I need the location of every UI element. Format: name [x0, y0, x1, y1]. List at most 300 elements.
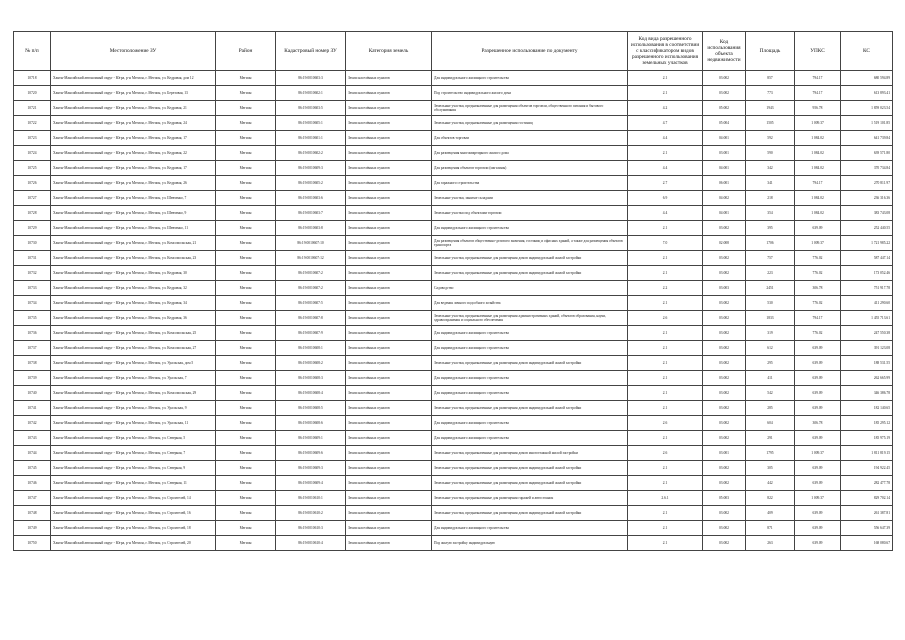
cell-code: 7.0 [628, 236, 703, 251]
cell-area: 305 [746, 461, 795, 476]
cell-location: Ханты-Мансийский автономный округ - Югра, р-н Мегион, г. Мегион, ул. Кедровая, 34 [51, 296, 216, 311]
cell-ks: 270 811.97 [841, 176, 893, 191]
cell-code-secondary: 03:002 [703, 296, 746, 311]
cell-area: 223 [746, 266, 795, 281]
table-row [14, 131, 893, 146]
cell-location: Ханты-Мансийский автономный округ - Югра, р-н Мегион, г. Мегион, ул. Уральская, дом 5 [51, 356, 216, 371]
cell-permitted-use: Земельные участки, предназначенные для размещения домов индивидуальной жилой застройки [432, 506, 628, 521]
cell-area: 291 [746, 431, 795, 446]
header-category: Категория земель [346, 32, 432, 71]
cell-upks: 639.09 [795, 386, 841, 401]
cell-upks: 776.02 [795, 251, 841, 266]
cell-ks: 587 447.14 [841, 251, 893, 266]
cell-permitted-use: Под жилую застройку индивидуальную [432, 536, 628, 551]
cell-num: 10720 [14, 86, 51, 101]
table-row [14, 221, 893, 236]
cell-permitted-use: Для размещения объектов общественно-делового значения, гостиниц и офисных зданий, а также для размещения объектов транспорта [432, 236, 628, 251]
cell-code: 2.1 [628, 326, 703, 341]
cell-code: 6.9 [628, 191, 703, 206]
cell-upks: 639.09 [795, 521, 841, 536]
cell-upks: 1 009.37 [795, 116, 841, 131]
cell-ks: 641 739.84 [841, 131, 893, 146]
cell-ks: 185 975.19 [841, 431, 893, 446]
cell-upks: 794.17 [795, 71, 841, 86]
cell-ks: 185 295.12 [841, 416, 893, 431]
cell-category: Земли населённых пунктов [346, 506, 432, 521]
cell-code: 2.1 [628, 296, 703, 311]
cell-ks: 370 734.84 [841, 161, 893, 176]
cell-permitted-use: Земельные участки, предназначенные для размещения домов индивидуальной жилой застройки [432, 266, 628, 281]
cell-permitted-use: Земельные участки, занятые складами [432, 191, 628, 206]
cell-permitted-use: Земельные участки, предназначенные для размещения домов индивидуальной жилой застройки [432, 401, 628, 416]
cell-ks: 173 052.46 [841, 266, 893, 281]
cell-cadastral: 86:19:0010603:6 [276, 191, 346, 206]
cell-cadastral: 86:19:0010608:2 [276, 356, 346, 371]
cell-permitted-use: Земельные участки, предназначенные для размещения домов индивидуальной жилой застройки [432, 356, 628, 371]
cell-upks: 776.02 [795, 266, 841, 281]
table-header-row [14, 32, 893, 71]
cell-num: 10733 [14, 281, 51, 296]
cell-cadastral: 86:19:0010608:5 [276, 401, 346, 416]
cell-upks: 639.09 [795, 506, 841, 521]
cell-permitted-use: Земельные участки, предназначенные для размещения домов индивидуальной жилой застройки [432, 251, 628, 266]
cell-region: Мегион [216, 206, 276, 221]
cell-permitted-use: Для индивидуального жилищного строительства [432, 326, 628, 341]
cell-category: Земли населённых пунктов [346, 341, 432, 356]
cell-cadastral: 86:19:0010608:3 [276, 371, 346, 386]
cell-category: Земли населённых пунктов [346, 191, 432, 206]
cell-area: 612 [746, 341, 795, 356]
cell-upks: 639.09 [795, 536, 841, 551]
cell-code-secondary: 03:002 [703, 521, 746, 536]
table-row [14, 446, 893, 461]
cell-code: 2.1 [628, 356, 703, 371]
header-ks: КС [841, 32, 893, 71]
cell-upks: 794.17 [795, 311, 841, 326]
cell-num: 10736 [14, 326, 51, 341]
cell-ks: 182 140.65 [841, 401, 893, 416]
cell-upks: 1 084.02 [795, 206, 841, 221]
cell-ks: 751 917.78 [841, 281, 893, 296]
table-row [14, 341, 893, 356]
cell-cadastral: 86:19:0010609:3 [276, 161, 346, 176]
cell-permitted-use: Для объектов торговли [432, 131, 628, 146]
table-row [14, 476, 893, 491]
cell-cadastral: 86:19:0010605:2 [276, 176, 346, 191]
table-row [14, 521, 893, 536]
cell-region: Мегион [216, 116, 276, 131]
cell-permitted-use: Для индивидуального жилищного строительства [432, 416, 628, 431]
cell-region: Мегион [216, 176, 276, 191]
cell-category: Земли населённых пунктов [346, 296, 432, 311]
cell-category: Земли населённых пунктов [346, 206, 432, 221]
cell-location: Ханты-Мансийский автономный округ - Югра, р-н Мегион, г. Мегион, ул. Кедровая, 24 [51, 116, 216, 131]
cell-cadastral: 86:19:0010607:2 [276, 266, 346, 281]
cell-upks: 776.02 [795, 296, 841, 311]
cell-permitted-use: Земельные участки, предназначенные для размещения объектов торговли, общественного питания и бытового обслуживания [432, 101, 628, 116]
cell-code-secondary: 03:002 [703, 326, 746, 341]
cell-upks: 639.09 [795, 356, 841, 371]
cell-category: Земли населённых пунктов [346, 446, 432, 461]
cell-ks: 236 316.36 [841, 191, 893, 206]
cell-ks: 194 922.45 [841, 461, 893, 476]
cell-region: Мегион [216, 281, 276, 296]
header-code: Код вида разрешенного использования в соответствии с классификатором видов разрешенного использования земельных участков [628, 32, 703, 71]
cell-category: Земли населённых пунктов [346, 251, 432, 266]
cell-num: 10740 [14, 386, 51, 401]
table-row [14, 416, 893, 431]
cell-upks: 306.78 [795, 416, 841, 431]
cell-code-secondary: 04:001 [703, 131, 746, 146]
cell-region: Мегион [216, 491, 276, 506]
cell-permitted-use: Для индивидуального жилищного строительства [432, 341, 628, 356]
cell-area: 1833 [746, 311, 795, 326]
cell-permitted-use: Земельные участки, предназначенные для размещения административных зданий, объектов образования, науки, здравоохранения и социального обеспечения [432, 311, 628, 326]
cell-code-secondary: 04:001 [703, 206, 746, 221]
cell-location: Ханты-Мансийский автономный округ - Югра, р-н Мегион, г. Мегион, ул. Комсомольская, 23 [51, 251, 216, 266]
cell-region: Мегион [216, 251, 276, 266]
table-row [14, 506, 893, 521]
cell-num: 10750 [14, 536, 51, 551]
cell-code: 4.7 [628, 116, 703, 131]
cell-category: Земли населённых пунктов [346, 401, 432, 416]
cell-region: Мегион [216, 386, 276, 401]
cell-location: Ханты-Мансийский автономный округ - Югра, р-н Мегион, г. Мегион, ул. Шевченко, 9 [51, 206, 216, 221]
cell-num: 10746 [14, 476, 51, 491]
cell-code: 4.4 [628, 161, 703, 176]
cell-upks: 794.17 [795, 176, 841, 191]
cell-num: 10723 [14, 131, 51, 146]
cell-permitted-use: Земельные участки, предназначенные для размещения гаражей и автостоянок [432, 491, 628, 506]
cell-permitted-use: Для индивидуального жилищного строительства [432, 431, 628, 446]
cell-category: Земли населённых пунктов [346, 281, 432, 296]
cell-cadastral: 86:19:0010609:4 [276, 476, 346, 491]
cell-area: 1706 [746, 236, 795, 251]
cell-cadastral: 86:19:0010601:1 [276, 131, 346, 146]
cell-ks: 1 455 713.61 [841, 311, 893, 326]
cell-num: 10730 [14, 236, 51, 251]
cell-ks: 639 571.80 [841, 146, 893, 161]
cell-upks: 639.09 [795, 221, 841, 236]
cell-cadastral: 86:19:0010602:2 [276, 146, 346, 161]
table-row [14, 86, 893, 101]
cell-ks: 188 531.55 [841, 356, 893, 371]
cell-ks: 261 387.81 [841, 506, 893, 521]
cell-permitted-use: Земельные участки, предназначенные для размещения домов индивидуальной жилой застройки [432, 461, 628, 476]
table-row [14, 266, 893, 281]
cell-code-secondary: 03:002 [703, 536, 746, 551]
cell-num: 10721 [14, 101, 51, 116]
cell-num: 10745 [14, 461, 51, 476]
cell-upks: 1 084.02 [795, 146, 841, 161]
cell-upks: 1 084.02 [795, 131, 841, 146]
table-row [14, 296, 893, 311]
cell-code-secondary: 05:004 [703, 116, 746, 131]
cell-code-secondary: 03:002 [703, 86, 746, 101]
cell-permitted-use: Земельные участки, предназначенные для размещения домов многоэтажной жилой застройки [432, 446, 628, 461]
cell-area: 411 [746, 371, 795, 386]
cell-code: 2.1 [628, 71, 703, 86]
cell-region: Мегион [216, 71, 276, 86]
cell-cadastral: 86:19:0010603:8 [276, 221, 346, 236]
cell-area: 871 [746, 521, 795, 536]
cell-upks: 776.02 [795, 326, 841, 341]
cell-cadastral: 86:19:0010603:7 [276, 206, 346, 221]
cell-cadastral: 86:19:0010607:8 [276, 311, 346, 326]
cell-code-secondary: 02:008 [703, 236, 746, 251]
cell-region: Мегион [216, 146, 276, 161]
cell-num: 10749 [14, 521, 51, 536]
cell-location: Ханты-Мансийский автономный округ - Югра, р-н Мегион, г. Мегион, ул. Комсомольская, 25 [51, 326, 216, 341]
table-row [14, 251, 893, 266]
cell-code: 2.1 [628, 266, 703, 281]
cell-category: Земли населённых пунктов [346, 371, 432, 386]
cell-ks: 613 893.41 [841, 86, 893, 101]
cell-region: Мегион [216, 86, 276, 101]
cell-location: Ханты-Мансийский автономный округ - Югра, р-н Мегион, г. Мегион, ул. Северная, 9 [51, 461, 216, 476]
cell-num: 10741 [14, 401, 51, 416]
cell-num: 10742 [14, 416, 51, 431]
cell-code-secondary: 03:002 [703, 311, 746, 326]
cell-cadastral: 86:19:0010608:1 [276, 341, 346, 356]
table-row [14, 236, 893, 251]
cell-category: Земли населённых пунктов [346, 536, 432, 551]
cell-category: Земли населённых пунктов [346, 356, 432, 371]
cell-ks: 346 386.78 [841, 386, 893, 401]
cell-permitted-use: Под строительство индивидуального жилого дома [432, 86, 628, 101]
cell-ks: 411 290.60 [841, 296, 893, 311]
cell-ks: 252 440.55 [841, 221, 893, 236]
cell-code: 2.1 [628, 476, 703, 491]
cell-location: Ханты-Мансийский автономный округ - Югра, р-н Мегион, г. Мегион, ул. Комсомольская, 21 [51, 236, 216, 251]
cell-ks: 1 519 101.85 [841, 116, 893, 131]
cell-upks: 306.78 [795, 281, 841, 296]
cell-code: 2.1 [628, 341, 703, 356]
header-area: Площадь [746, 32, 795, 71]
cell-code-secondary: 03:002 [703, 386, 746, 401]
cell-region: Мегион [216, 191, 276, 206]
cell-area: 542 [746, 386, 795, 401]
cell-upks: 1 084.02 [795, 191, 841, 206]
cell-area: 757 [746, 251, 795, 266]
cell-region: Мегион [216, 401, 276, 416]
cell-num: 10718 [14, 71, 51, 86]
cell-region: Мегион [216, 356, 276, 371]
cell-code: 2.2 [628, 281, 703, 296]
cell-region: Мегион [216, 266, 276, 281]
cell-ks: 556 647.39 [841, 521, 893, 536]
cell-category: Земли населённых пунктов [346, 146, 432, 161]
cell-permitted-use: Для индивидуального жилищного строительства [432, 386, 628, 401]
cell-upks: 956.78 [795, 101, 841, 116]
cell-region: Мегион [216, 506, 276, 521]
cell-code: 2.1 [628, 536, 703, 551]
cell-cadastral: 86:19:0010607:10 [276, 236, 346, 251]
cell-code-secondary: 03:002 [703, 476, 746, 491]
cell-region: Мегион [216, 431, 276, 446]
cell-cadastral: 86:19:0010610:3 [276, 521, 346, 536]
cell-category: Земли населённых пунктов [346, 131, 432, 146]
cell-cadastral: 86:19:0010609:3 [276, 461, 346, 476]
cell-code-secondary: 03:002 [703, 356, 746, 371]
cell-permitted-use: Земельные участки под объектами торговли [432, 206, 628, 221]
cell-category: Земли населённых пунктов [346, 431, 432, 446]
cell-area: 285 [746, 401, 795, 416]
cell-cadastral: 86:19:0010610:1 [276, 491, 346, 506]
cell-region: Мегион [216, 326, 276, 341]
cell-code: 4.2 [628, 101, 703, 116]
cell-code: 4.4 [628, 206, 703, 221]
cell-cadastral: 86:19:0010605:1 [276, 116, 346, 131]
cell-region: Мегион [216, 536, 276, 551]
cell-area: 218 [746, 191, 795, 206]
cell-region: Мегион [216, 236, 276, 251]
cell-num: 10738 [14, 356, 51, 371]
table-row [14, 401, 893, 416]
cell-cadastral: 86:19:0010607:9 [276, 326, 346, 341]
cell-area: 857 [746, 71, 795, 86]
cell-location: Ханты-Мансийский автономный округ - Югра, р-н Мегион, г. Мегион, ул. Шевченко, 7 [51, 191, 216, 206]
cell-code: 2.1 [628, 221, 703, 236]
cell-region: Мегион [216, 371, 276, 386]
cell-location: Ханты-Мансийский автономный округ - Югра, р-н Мегион, г. Мегион, ул. Строителей, 18 [51, 521, 216, 536]
table-row [14, 206, 893, 221]
cell-region: Мегион [216, 296, 276, 311]
table-row [14, 386, 893, 401]
cell-location: Ханты-Мансийский автономный округ - Югра, р-н Мегион, г. Мегион, ул. Комсомольская, 29 [51, 386, 216, 401]
cell-category: Земли населённых пунктов [346, 236, 432, 251]
cell-permitted-use: Земельные участки, предназначенные для размещения гостиниц [432, 116, 628, 131]
table-row [14, 161, 893, 176]
cell-area: 342 [746, 161, 795, 176]
cell-cadastral: 86:19:0010603:3 [276, 71, 346, 86]
cell-location: Ханты-Мансийский автономный округ - Югра, р-н Мегион, г. Мегион, ул. Комсомольская, 27 [51, 341, 216, 356]
cell-category: Земли населённых пунктов [346, 161, 432, 176]
cell-num: 10748 [14, 506, 51, 521]
cell-num: 10726 [14, 176, 51, 191]
cell-ks: 1 811 819.15 [841, 446, 893, 461]
cell-area: 1505 [746, 116, 795, 131]
cell-area: 822 [746, 491, 795, 506]
cell-location: Ханты-Мансийский автономный округ - Югра, р-н Мегион, г. Мегион, ул. Уральская, 9 [51, 401, 216, 416]
cell-ks: 383 743.08 [841, 206, 893, 221]
cell-code: 2.1 [628, 431, 703, 446]
cell-code-secondary: 03:003 [703, 281, 746, 296]
cell-code: 2.7 [628, 176, 703, 191]
cell-area: 2451 [746, 281, 795, 296]
cell-permitted-use: Для индивидуального жилищного строительства [432, 521, 628, 536]
cell-code: 2.1 [628, 386, 703, 401]
cell-code-secondary: 03:002 [703, 341, 746, 356]
header-cadastral: Кадастровый номер ЗУ [276, 32, 346, 71]
cell-location: Ханты-Мансийский автономный округ - Югра, р-н Мегион, г. Мегион, ул. Кедровая, 17 [51, 161, 216, 176]
header-code-secondary: Код использования объекта недвижимости [703, 32, 746, 71]
cell-num: 10747 [14, 491, 51, 506]
table-row [14, 146, 893, 161]
cell-location: Ханты-Мансийский автономный округ - Югра, р-н Мегион, г. Мегион, ул. Кедровая, 17 [51, 131, 216, 146]
cell-code-secondary: 03:002 [703, 221, 746, 236]
cell-upks: 639.09 [795, 476, 841, 491]
cell-category: Земли населённых пунктов [346, 221, 432, 236]
cell-location: Ханты-Мансийский автономный округ - Югра, р-н Мегион, г. Мегион, ул. Шевченко, 11 [51, 221, 216, 236]
cell-code: 2.6 [628, 416, 703, 431]
cell-category: Земли населённых пунктов [346, 491, 432, 506]
table-body [14, 71, 893, 551]
cell-cadastral: 86:19:0010607:5 [276, 296, 346, 311]
cell-num: 10739 [14, 371, 51, 386]
cell-num: 10728 [14, 206, 51, 221]
cell-cadastral: 86:19:0010602:1 [276, 86, 346, 101]
cell-code-secondary: 03:002 [703, 416, 746, 431]
header-permitted-use: Разрешенное использование по документу [432, 32, 628, 71]
cell-location: Ханты-Мансийский автономный округ - Югра, р-н Мегион, г. Мегион, ул. Строителей, 20 [51, 536, 216, 551]
cell-category: Земли населённых пунктов [346, 86, 432, 101]
cell-location: Ханты-Мансийский автономный округ - Югра, р-н Мегион, г. Мегион, ул. Уральская, 7 [51, 371, 216, 386]
cell-location: Ханты-Мансийский автономный округ - Югра, р-н Мегион, г. Мегион, ул. Строителей, 16 [51, 506, 216, 521]
header-num: № п/п [14, 32, 51, 71]
cell-area: 319 [746, 326, 795, 341]
cell-code-secondary: 03:002 [703, 371, 746, 386]
cell-permitted-use: Для индивидуального жилищного строительства [432, 221, 628, 236]
table-row [14, 71, 893, 86]
cell-location: Ханты-Мансийский автономный округ - Югра, р-н Мегион, г. Мегион, ул. Кедровая, 21 [51, 101, 216, 116]
cell-category: Земли населённых пунктов [346, 476, 432, 491]
cell-ks: 282 477.78 [841, 476, 893, 491]
cell-area: 354 [746, 206, 795, 221]
cell-num: 10734 [14, 296, 51, 311]
cell-num: 10743 [14, 431, 51, 446]
cell-area: 295 [746, 356, 795, 371]
table-row [14, 191, 893, 206]
cell-region: Мегион [216, 161, 276, 176]
cell-code: 2.1 [628, 401, 703, 416]
cell-ks: 1 721 985.22 [841, 236, 893, 251]
cell-upks: 639.09 [795, 341, 841, 356]
cell-location: Ханты-Мансийский автономный округ - Югра, р-н Мегион, г. Мегион, ул. Строителей, 14 [51, 491, 216, 506]
cell-num: 10727 [14, 191, 51, 206]
cell-num: 10722 [14, 116, 51, 131]
table-row [14, 536, 893, 551]
header-region: Район [216, 32, 276, 71]
table-row [14, 176, 893, 191]
cell-category: Земли населённых пунктов [346, 116, 432, 131]
cell-cadastral: 86:19:0010609:6 [276, 446, 346, 461]
cell-permitted-use: Для индивидуального жилищного строительства [432, 371, 628, 386]
cell-region: Мегион [216, 521, 276, 536]
cell-permitted-use: Земельные участки, предназначенные для размещения домов индивидуальной жилой застройки [432, 476, 628, 491]
cell-code: 2.1 [628, 461, 703, 476]
cell-area: 409 [746, 506, 795, 521]
cell-location: Ханты-Мансийский автономный округ - Югра, р-н Мегион, г. Мегион, ул. Северная, 7 [51, 446, 216, 461]
table-row [14, 461, 893, 476]
land-plots-table [13, 31, 893, 551]
cell-ks: 391 123.08 [841, 341, 893, 356]
cell-area: 1795 [746, 446, 795, 461]
cell-area: 530 [746, 296, 795, 311]
cell-code-secondary: 03:002 [703, 71, 746, 86]
cell-upks: 794.17 [795, 86, 841, 101]
cell-category: Земли населённых пунктов [346, 326, 432, 341]
cell-area: 592 [746, 131, 795, 146]
cell-permitted-use: Для гаражного строительства [432, 176, 628, 191]
cell-region: Мегион [216, 131, 276, 146]
cell-region: Мегион [216, 461, 276, 476]
cell-code: 2.1 [628, 146, 703, 161]
cell-code-secondary: 03:002 [703, 251, 746, 266]
cell-area: 341 [746, 176, 795, 191]
cell-permitted-use: Для размещения объектов торговли (магазины) [432, 161, 628, 176]
cell-cadastral: 86:19:0010609:1 [276, 431, 346, 446]
